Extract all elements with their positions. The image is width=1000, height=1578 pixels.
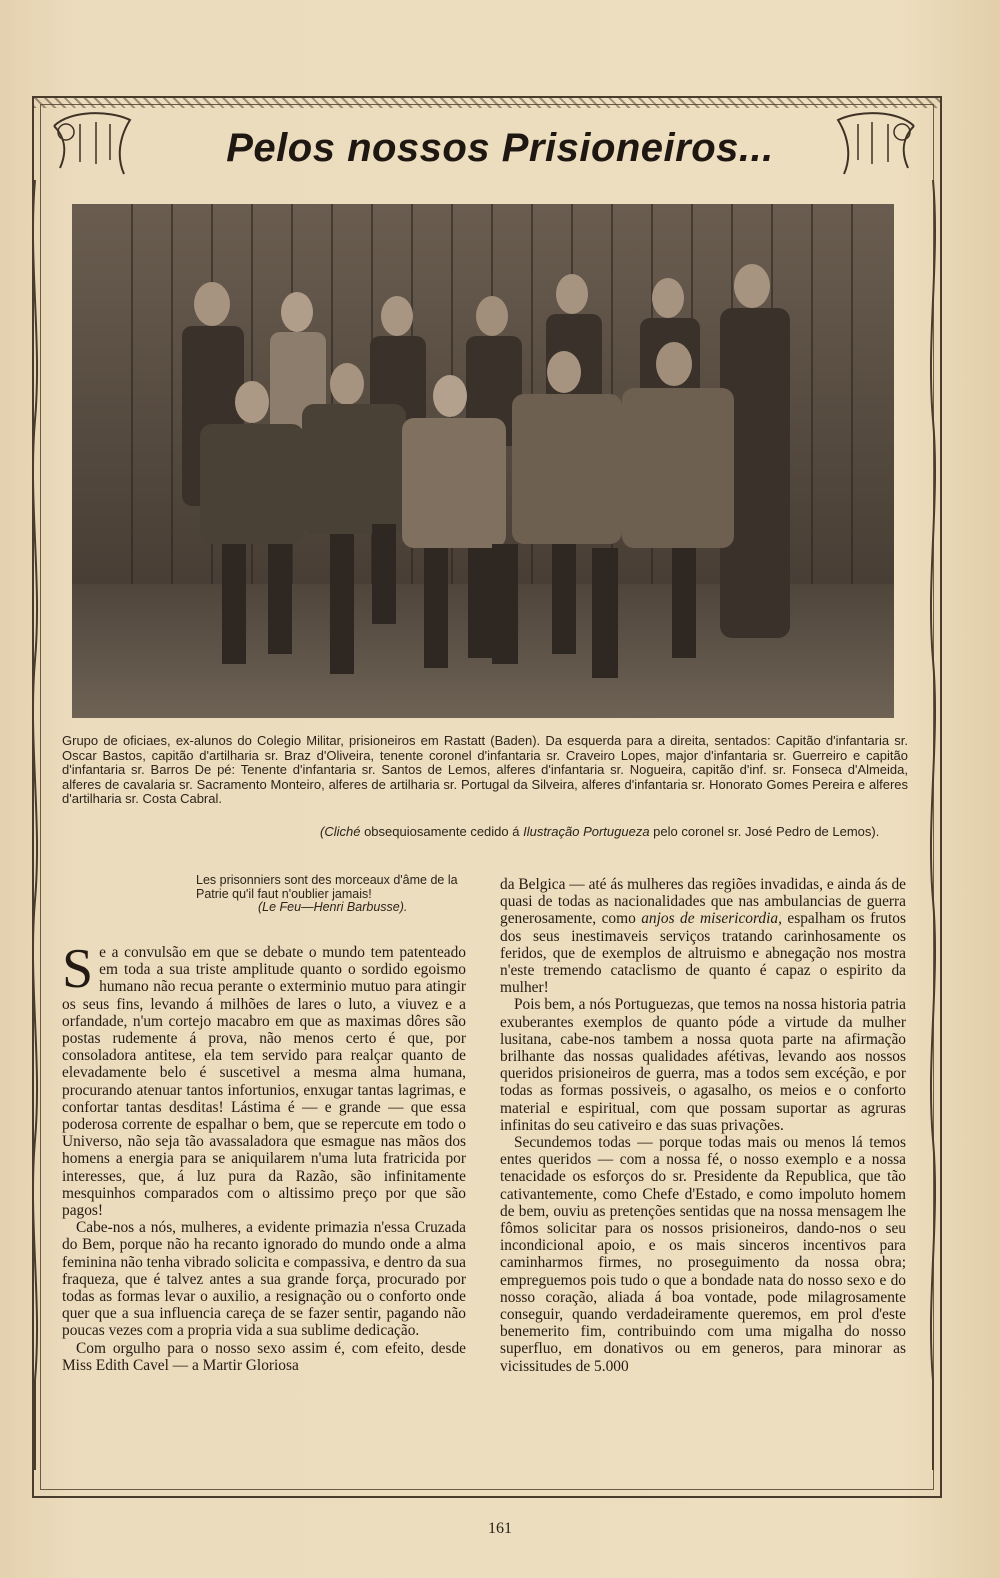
article-paragraph: Secundemos todas — porque todas mais ou menos lá temos entes queridos — com a nossa fé, o nosso exemplo e a nossa tenacidade os esforços do sr. Presidente da Republica, que tão cativantemente, como Chefe d'Estado, e como impoluto homem de bem, ouviu as pretenções sentidas que na nossa mensagem lhe fômos solicitar para os nossos prisioneiros, dando-nos o seu incondicional apoio, e os mais sinceros incentivos para caminharmos firmes, no proseguimento da nossa obra; empreguemos pois tudo o que a bondade nata do nosso sexo e do nosso coração, aliada á boa vontade, pode milagrosamente conseguir, quando verdadeiramente queremos, em prol d'este benemerito fim, contribuindo com uma migalha do nosso superfluo, em donativos ou em generos, para minorar as vicissitudes de 5.000 [500, 1134, 906, 1375]
credit-text-1: obsequiosamente cedido á [360, 824, 524, 839]
epigraph-text: Les prisonniers sont des morceaux d'âme de la Patrie qu'il faut n'oublier jamais! [196, 873, 458, 901]
article-paragraph: Se a convulsão em que se debate o mundo tem patenteado em toda a sua triste amplitude quanto o sordido egoismo humano não recua perante o exterminio mutuo para atingir os seus fins, levando á milhões de lares o luto, a viuvez e a orfandade, n'um cortejo macabro em que as maximas dôres são postas rudemente á prova, não menos certo é que, por consoladora antitese, ela tem servido para realçar quanto de elevadamente belo é suscetivel a mesma alma humana, procurando atenuar tantos infortunios, enxugar tantas lagrimas, e confortar tantas desditas! Lástima é — e grande — que essa poderosa corrente de espalhar o bem, que se repercute em todo o Universo, não seja tão avassaladora que esmague nas mãos dos homens a energia para se aniquilarem n'uma luta fratricida por interesses, que, á luz pura da Razão, são infinitamente mesquinhos comparados com o altissimo preço por que são pagos! [62, 938, 466, 1220]
article-column-2 [500, 876, 906, 1375]
article-paragraph: Com orgulho para o nosso sexo assim é, com efeito, desde Miss Edith Cavel — a Martir Gloriosa [62, 1339, 466, 1374]
photo-credit [320, 824, 910, 839]
group-photo [72, 204, 894, 718]
article-paragraph: Pois bem, a nós Portuguezas, que temos na nossa historia patria exuberantes exemplos de quanto póde a virtude da mulher lusitana, cabe-nos tambem a nossa quota parte na afirmação brilhante das nossas qualidades afétivas, levando aos nossos queridos prisioneiros de guerra, mas a todos sem excéção, e por todas as formas possiveis, o agasalho, os meios e o conforto material e espiritual, com que possam suportar as agruras infinitas do seu cativeiro e das suas privações. [500, 996, 906, 1134]
group-photo-of-officers-icon [72, 204, 894, 718]
frame-ornament-band [34, 98, 940, 108]
photo-caption [62, 734, 908, 807]
photo-caption-text: Grupo de oficiaes, ex-alunos do Colegio Militar, prisioneiros em Rastatt (Baden). Da esquerda para a direita, sentados: Capitão d'infantaria sr. Oscar Bastos, capitão d'artilharia sr. Braz d'Oliveira, tenente coronel d'infantaria sr. Craveiro Lopes, major d'infantaria sr. Guerreiro e capitão d'infantaria sr. Barros De pé: Tenente d'infantaria sr. Santos de Lemos, alferes d'infantaria sr. Nogueira, capitão d'inf. sr. Fonseca d'Almeida, alferes de cavalaria sr. Sacramento Monteiro, alferes de artilharia sr. Portugal da Silveira, alferes d'infantaria sr. Honorato Gomes Pereira e alferes d'artilharia sr. Costa Cabral. [62, 733, 908, 806]
article-paragraph: Cabe-nos a nós, mulheres, a evidente primazia n'essa Cruzada do Bem, porque não ha recanto ignorado do mundo onde a alma feminina não tenha vibrado solicita e compassiva, e dentro da sua fraqueza, que é talvez antes a sua grande força, procurado por todas as formas levar o auxilio, a resignação ou o conforto onde quer que a sua influencia careça de se fazer sentir, pagando não poucas vezes com a propria vida a sua sublime dedicação. [62, 1219, 466, 1340]
scroll-ornament-left [50, 106, 138, 178]
vine-ornament-right [924, 180, 942, 1470]
article-paragraph: da Belgica — até ás mulheres das regiões invadidas, e ainda ás de quasi de todas as nacionalidades que nas ambulancias de guerra generosamente, como anjos de misericordia, espalham os frutos dos seus inestimaveis serviços tratando carinhosamente os feridos, que de exemplos de altruismo e abnegação nos mostra n'este tremendo cataclismo de quanto é capaz o espirito da mulher! [500, 876, 906, 997]
credit-magazine: Ilustração Portugueza [523, 824, 650, 839]
article-column-1 [62, 938, 466, 1374]
epigraph [196, 874, 468, 915]
credit-cliche: (Cliché [320, 824, 361, 839]
page-title: Pelos nossos Prisioneiros... [226, 126, 774, 170]
credit-text-2: pelo coronel sr. José Pedro de Lemos). [649, 824, 880, 839]
page-number: 161 [488, 1520, 512, 1537]
drop-cap: S [62, 938, 94, 1000]
vine-ornament-left [26, 180, 44, 1470]
epigraph-source: (Le Feu—Henri Barbusse). [258, 900, 408, 914]
